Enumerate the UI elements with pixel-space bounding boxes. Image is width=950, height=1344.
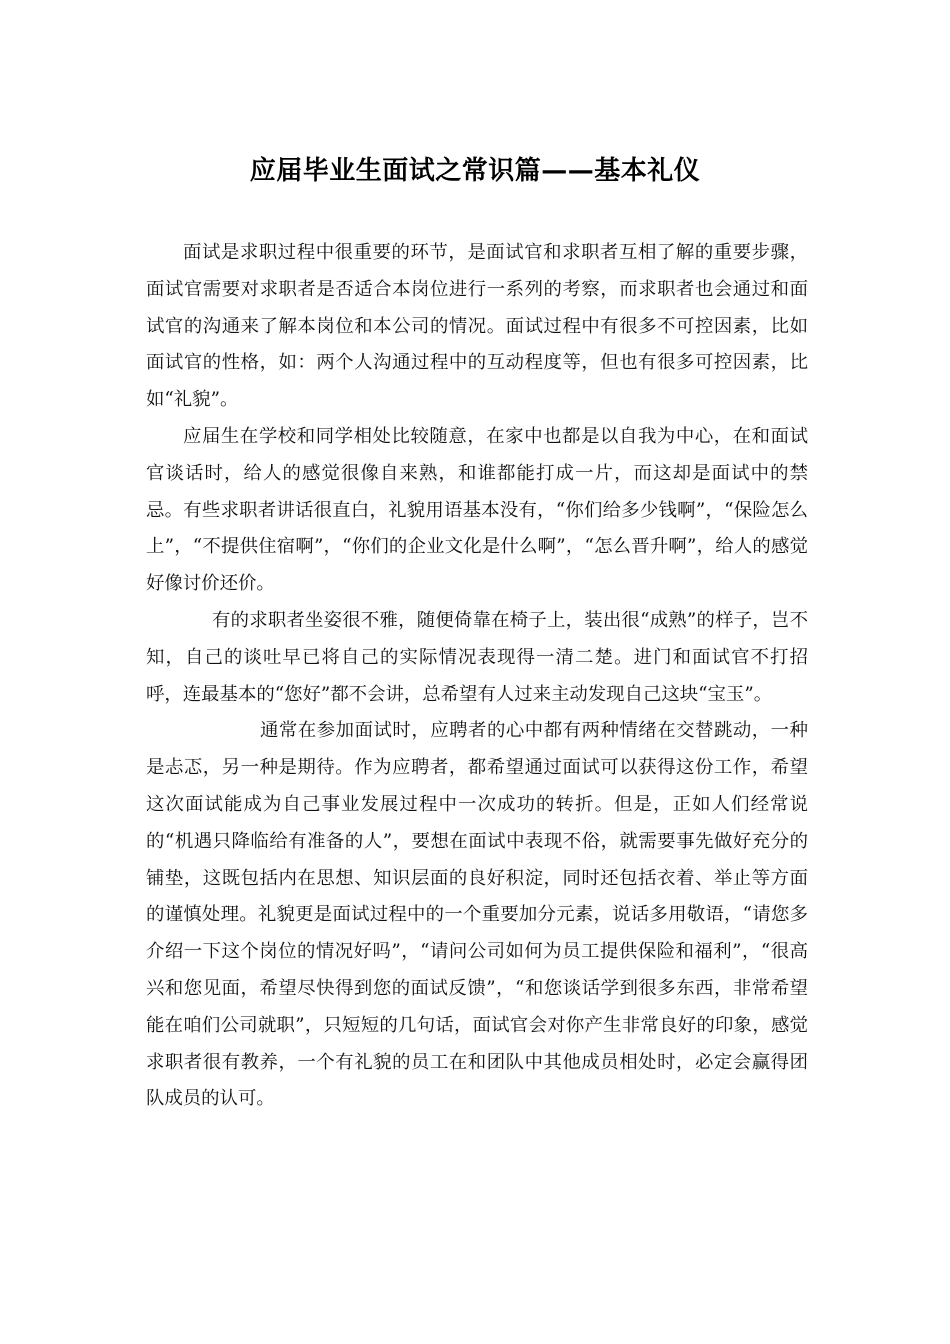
paragraph-2: 应届生在学校和同学相处比较随意，在家中也都是以自我为中心，在和面试官谈话时，给人的感觉很像自来熟，和谁都能打成一片，而这却是面试中的禁忌。有些求职者讲话很直白，礼貌用语基本没有，“你们给多少钱啊”，“保险怎么上”，“不提供住宿啊”，“你们的企业文化是什么啊”，“怎么晋升啊”，给人的感觉好像讨价还价。 xyxy=(146,425,808,595)
document-title: 应届毕业生面试之常识篇——基本礼仪 xyxy=(249,156,701,186)
document-body xyxy=(146,235,808,1118)
paragraph-1: 面试是求职过程中很重要的环节，是面试官和求职者互相了解的重要步骤，面试官需要对求职者是否适合本岗位进行一系列的考察，而求职者也会通过和面试官的沟通来了解本岗位和本公司的情况。面试过程中有很多不可控因素，比如面试官的性格，如：两个人沟通过程中的互动程度等，但也有很多可控因素，比如“礼貌”。 xyxy=(146,242,808,411)
paragraph-4: 通常在参加面试时，应聘者的心中都有两种情绪在交替跳动，一种是忐忑，另一种是期待。作为应聘者，都希望通过面试可以获得这份工作，希望这次面试能成为自己事业发展过程中一次成功的转折。但是，正如人们经常说的“机遇只降临给有准备的人”，要想在面试中表现不俗，就需要事先做好充分的铺垫，这既包括内在思想、知识层面的良好积淀，同时还包括衣着、举止等方面的谨慎处理。礼貌更是面试过程中的一个重要加分元素，说话多用敬语，“请您多介绍一下这个岗位的情况好吗”，“请问公司如何为员工提供保险和福利”，“很高兴和您见面，希望尽快得到您的面试反馈”，“和您谈话学到很多东西，非常希望能在咱们公司就职”，只短短的几句话，面试官会对你产生非常良好的印象，感觉求职者很有教养，一个有礼貌的员工在和团队中其他成员相处时，必定会赢得团队成员的认可。 xyxy=(146,720,808,1110)
paragraph-3: 有的求职者坐姿很不雅，随便倚靠在椅子上，装出很“成熟”的样子，岂不知，自己的谈吐早已将自己的实际情况表现得一清二楚。进门和面试官不打招呼，连最基本的“您好”都不会讲，总希望有人过来主动发现自己这块“宝玉”。 xyxy=(146,609,808,705)
